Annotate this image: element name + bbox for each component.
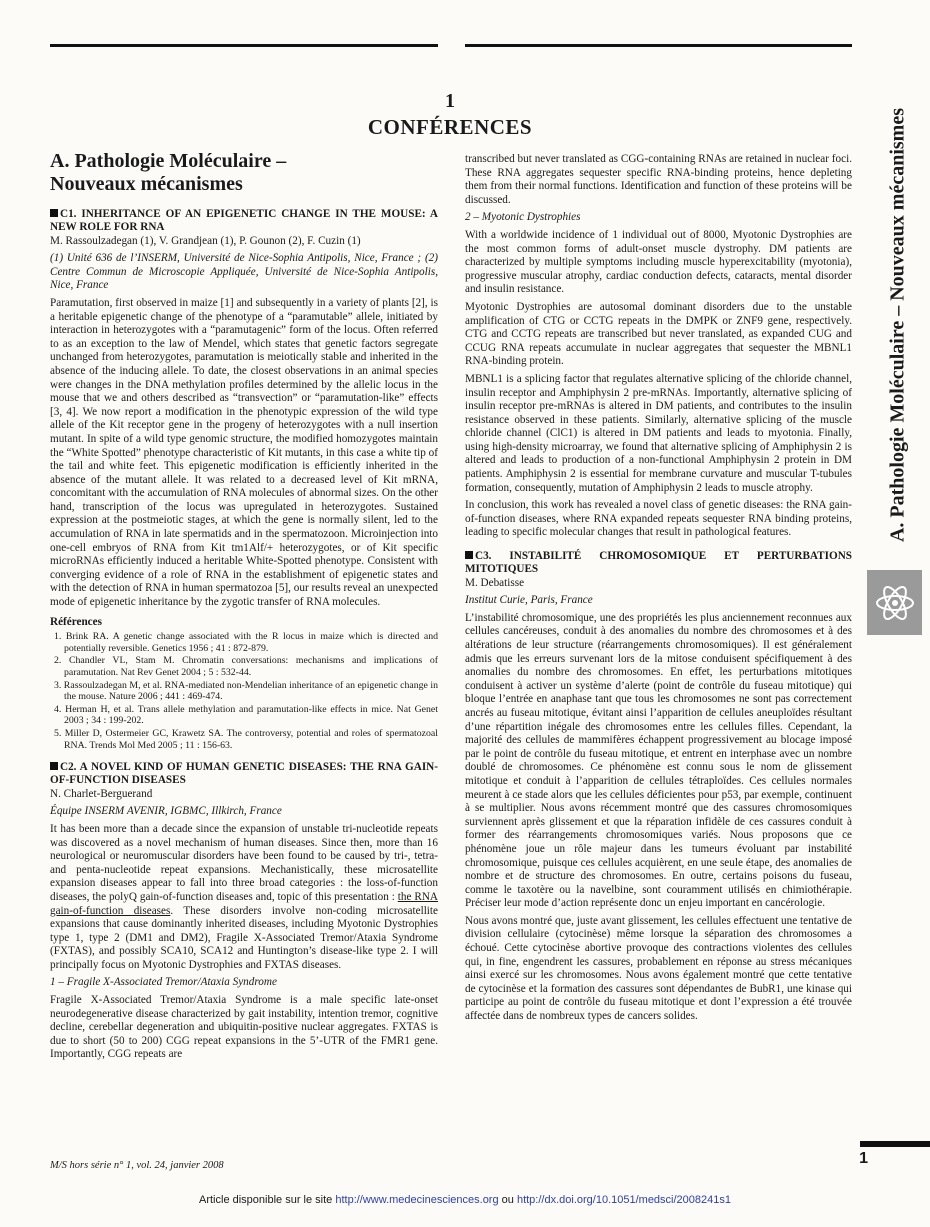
abstract-c3-authors: M. Debatisse [465, 576, 525, 589]
left-column [50, 150, 438, 1066]
abstract-c2-dm-paragraph: Myotonic Dystrophies are autosomal dominant disorders due to the unstable amplification of CTG or CCTG repeats in the DMPK or ZNF9 gene, respectively. CTG and CCTG repeats are transcribed but never translated, as expanded CUG and CCUG RNA repeats accumulate in nuclear aggregates that sequester the MBNL1 RNA-binding protein. [465, 300, 852, 368]
references-list [50, 631, 438, 751]
chapter-number: 1 [445, 90, 455, 112]
reference-item: 5. Miller D, Ostermeier GC, Krawetz SA. The controversy, potential and roles of spermatozoal RNA. Trends Mol Med 2005 ; 11 : 156-63. [54, 727, 438, 751]
abstract-c3-title: C3. INSTABILITÉ CHROMOSOMIQUE ET PERTURBATIONS MITOTIQUES [465, 550, 852, 575]
atom-icon-graphic [873, 581, 917, 625]
page-number: 1 [859, 1150, 868, 1167]
abstract-c1-title: C1. INHERITANCE OF AN EPIGENETIC CHANGE IN THE MOUSE: A NEW ROLE FOR RNA [50, 208, 438, 233]
abstract-c2-continued: transcribed but never translated as CGG-containing RNAs are retained in nuclear foci. These RNA aggregates sequester specific RNA-binding proteins, hence depleting them from their normal functions. Identification and function of these proteins will be discussed. [465, 153, 852, 206]
abstract-c2-dm-paragraph: MBNL1 is a splicing factor that regulates alternative splicing of the chloride channel, insulin receptor and Amphiphysin 2 pre-mRNAs. Importantly, alternative splicing of insulin receptor pre-mRNAs is altered in DM patients, and contributes to the insulin resistance observed in these patients. Similarly, alternative splicing of the muscle chloride channel (ClC1) is altered in DM patients and leads to myotonia. Finally, using high-density microarray, we found that alternative splicing of Amphiphysin 2 is altered and leads to production of a non-functional Amphiphysin 2 protein in DM patients. Amphiphysin 2 is essential for membrane curvature and muscular T-tubules formation, consequently, mutation of Amphiphysin 2 leads to muscle atrophy. [465, 372, 852, 494]
section-title [50, 150, 438, 196]
references-title: Références [50, 615, 102, 628]
doi-link[interactable]: http://dx.doi.org/10.1051/medsci/2008241s1 [516, 1194, 731, 1206]
bullet-square-icon [50, 762, 58, 770]
reference-item: 4. Herman H, et al. Trans allele methylation and paramutation-like effects in mice. Nat Genet 2003 ; 34 : 199-202. [54, 703, 438, 727]
abstract-c3-paragraph: L’instabilité chromosomique, une des propriétés les plus anciennement reconnues aux cellules cancéreuses, conduit à des anomalies du nombre des chromosomes et à des altérations de leur structure (réarrangements chromosomiques). Il est généralement admis que les erreurs survenant lors de la mitose conduisent spécifiquement à des anomalies du nombre des chromosomes. En effet, les perturbations mitotiques conduisent à activer un système d’alerte (point de contrôle du fuseau mitotique) qui bloque l’entrée en anaphase tant que tous les chromosomes ne sont pas correctement ancrés au fuseau mitotique, évitant ainsi l’apparition de cellules aneuploïdes résultant d’une répartition inégale des chromosomes entre les cellules filles. Cependant, la majorité des cellules de mammifères échappent progressivement au blocage imposé par le point de contrôle du fuseau mitotique, et entrent en interphase avec un nombre doublé de chromosomes. Ce phénomène est connu sous le nom de glissement mitotique et conduit à l’apparition de cellules tétraploïdes. Ces cellules normales meurent à ce stade alors que les cellules déficientes pour p53, par exemple, continuent à se multiplier. Nous avons récemment montré que des cassures chromosomiques surviennent après glissement et que la réparation infidèle de ces cassures conduit à former des réarrangements chromosomiques variés. Nous proposons que ce phénomène joue un rôle majeur dans les tumeurs évoluant par instabilité chromosomique, puisque ces cellules acquièrent, en une seule étape, des anomalies de nombre et de structure des chromosomes. En outre, certains poisons du fuseau, comme le taxotère ou la navelbine, sont couramment utilisés en chimiothérapie. Préciser leur mode d’action représente donc un enjeu important en cancérologie. [465, 611, 852, 910]
reference-item: 1. Brink RA. A genetic change associated with the R locus in maize which is directed and potentially reversible. Genetics 1956 ; 41 : 872-879. [54, 631, 438, 654]
abstract-c2-affiliation: Équipe INSERM AVENIR, IGBMC, Illkirch, France [50, 805, 282, 818]
atom-icon [867, 570, 922, 635]
reference-item: 2. Chandler VL, Stam M. Chromatin conversations: mechanisms and implications of paramutation. Nat Rev Genet 2004 ; 5 : 532-44. [54, 655, 438, 678]
abstract-c2-subhead-fxtas: 1 – Fragile X-Associated Tremor/Ataxia Syndrome [50, 976, 277, 989]
header-rule-left [50, 44, 438, 47]
right-column [465, 153, 852, 1028]
abstract-c2-subhead-dm: 2 – Myotonic Dystrophies [465, 211, 581, 224]
header-rule-right [465, 44, 852, 47]
section-title-line2: Nouveaux mécanismes [50, 173, 243, 195]
page-number-bar [860, 1141, 930, 1147]
abstract-c3-paragraph: Nous avons montré que, juste avant glissement, les cellules effectuent une tentative de division cellulaire (cytocinèse) même lorsque la séparation des chromosomes a échoué. Cette cytocinèse abortive provoque des contractions violentes des cellules qui, in fine, engendrent les cassures, probablement en réponse au stress mécaniques ainsi exercé sur les chromosomes. Nous avons également montré que cette tentative de cytocinèse et la formation des cassures sont dépendantes de BubR1, une kinase qui participe au point de contrôle du fuseau mitotique et dont l’expression a été trouvée affectée dans de nombreux types de cancers solides. [465, 914, 852, 1023]
abstract-c1-body: Paramutation, first observed in maize [1] and subsequently in a variety of plants [2], is a heritable epigenetic change of the phenotype of a “paramutable” allele, initiated by interaction in heterozygotes with a “paramutagenic” form of the locus. Often referred to as an exception to the law of Mendel, which states that genetic factors segregate unchanged from heterozygotes, paramutation is meiotically stable and inherited in the absence of the inducing allele. To date, the closest observations in an animal species were changes in the DNA methylation profiles determined by the allelic locus in the mouse that we and others described as “transvection” or “paramutation-like” effects [3, 4]. We now report a modification in the phenotypic expression of the wild type allele of the Kit receptor gene in the progeny of heterozygotes with a null insertion mutant. In spite of a wild type genomic structure, the modified homozygotes maintain the “White Spotted” phenotype characteristic of Kit mutants, in this case a white tip of the tail and white feet. This epigenetic modification is efficiently inherited in the absence of the mutant allele. It was related to a decreased level of Kit mRNA, concomitant with the accumulation of RNA molecules of abnormal sizes. On the other hand, transcription of the locus was upregulated in heterozygotes. Sustained expression at the postmeiotic stages, at which the gene is normally silent, led to the accumulation of RNA in late spermatids and in the spermatozoon. Microinjection into one-cell embryos of RNA from Kit tm1Alf/+ heterozygotes, or of Kit specific microRNAs efficiently induced a heritable White-Spotted phenotype. Consistent with converging evidence of a role of RNA in the establishment of epigenetic states and with the detection of RNA in human spermatozoa [5], our results reveal an unexpected mode of epigenetic inheritance by the zygotic transfer of RNA molecules. [50, 296, 438, 609]
abstract-c2-dm-paragraph: In conclusion, this work has revealed a novel class of genetic diseases: the RNA gain-of-function diseases, where RNA expanded repeats sequester RNA binding proteins, leading to specific molecular changes that result in pathological features. [465, 499, 852, 539]
abstract-c1-authors: M. Rassoulzadegan (1), V. Grandjean (1), P. Gounon (2), F. Cuzin (1) [50, 234, 361, 247]
section-title-line1: A. Pathologie Moléculaire – [50, 150, 287, 172]
abstract-c2-title: C2. A NOVEL KIND OF HUMAN GENETIC DISEASES: THE RNA GAIN-OF-FUNCTION DISEASES [50, 761, 438, 786]
abstract-c2-fxtas-body: Fragile X-Associated Tremor/Ataxia Syndrome is a male specific late-onset neurodegenerative disease characterized by gait instability, intention tremor, cognitive decline, cerebellar degeneration and ubiquitin-positive nuclear aggregates. FXTAS is due to short (50 to 200) CGG repeat expansions in the 5’-UTR of the FMR1 gene. Importantly, CGG repeats are [50, 994, 438, 1061]
abstract-c1-affiliation: (1) Unité 636 de l’INSERM, Université de Nice-Sophia Antipolis, Nice, France ; (2) Centre Commun de Microscopie Appliquée, Université de Nice-Sophia Antipolis, Nice, France [50, 252, 438, 292]
chapter-title: CONFÉRENCES [367, 115, 533, 139]
abstract-c2-authors: N. Charlet-Berguerand [50, 787, 153, 800]
side-section-tab: A. Pathologie Moléculaire – Nouveaux mécanismes [886, 107, 909, 543]
journal-citation: M/S hors série n° 1, vol. 24, janvier 2008 [50, 1160, 224, 1171]
availability-banner: Article disponible sur le site http://www.medecinesciences.org ou http://dx.doi.org/10.1051/medsci/2008241s1 [199, 1194, 731, 1206]
site-link[interactable]: http://www.medecinesciences.org [335, 1194, 499, 1206]
abstract-c2-body: It has been more than a decade since the expansion of unstable tri-nucleotide repeats was discovered as a novel mechanism of human diseases. Since then, more than 16 neurological or neuromuscular disorders have been found to be caused by tri-, tetra- and penta-nucleotide repeat expansions. Mechanistically, these microsatellite expansion diseases appear to fall into three broad categories : the loss-of-function diseases, the polyQ gain-of-function diseases and, topic of this presentation : the RNA gain-of-function diseases. These disorders involve non-coding microsatellite expansions that cause dominantly inherited diseases, including Myotonic Dystrophies type 1, type 2 (DM1 and DM2), Fragile X-Associated Tremor/Ataxia Syndrome (FXTAS), and possibly SCA10, SCA12 and Huntington’s disease-like type 2. I will principally focus on Myotonic Dystrophies and FXTAS diseases. [50, 822, 438, 971]
reference-item: 3. Rassoulzadegan M, et al. RNA-mediated non-Mendelian inheritance of an epigenetic change in the mouse. Nature 2006 ; 441 : 469-474. [54, 679, 438, 703]
bullet-square-icon [50, 209, 58, 217]
abstract-c2-dm-paragraph: With a worldwide incidence of 1 individual out of 8000, Myotonic Dystrophies are the most common forms of adult-onset muscle dystrophy. DM patients are characterized by multiple symptoms including muscle hyperexcitability (myotonia), progressive muscular atrophy, cardiac conduction defects, cataracts, mental disorder and insulin resistance. [465, 228, 852, 296]
bullet-square-icon [465, 551, 473, 559]
abstract-c3-affiliation: Institut Curie, Paris, France [465, 594, 593, 607]
